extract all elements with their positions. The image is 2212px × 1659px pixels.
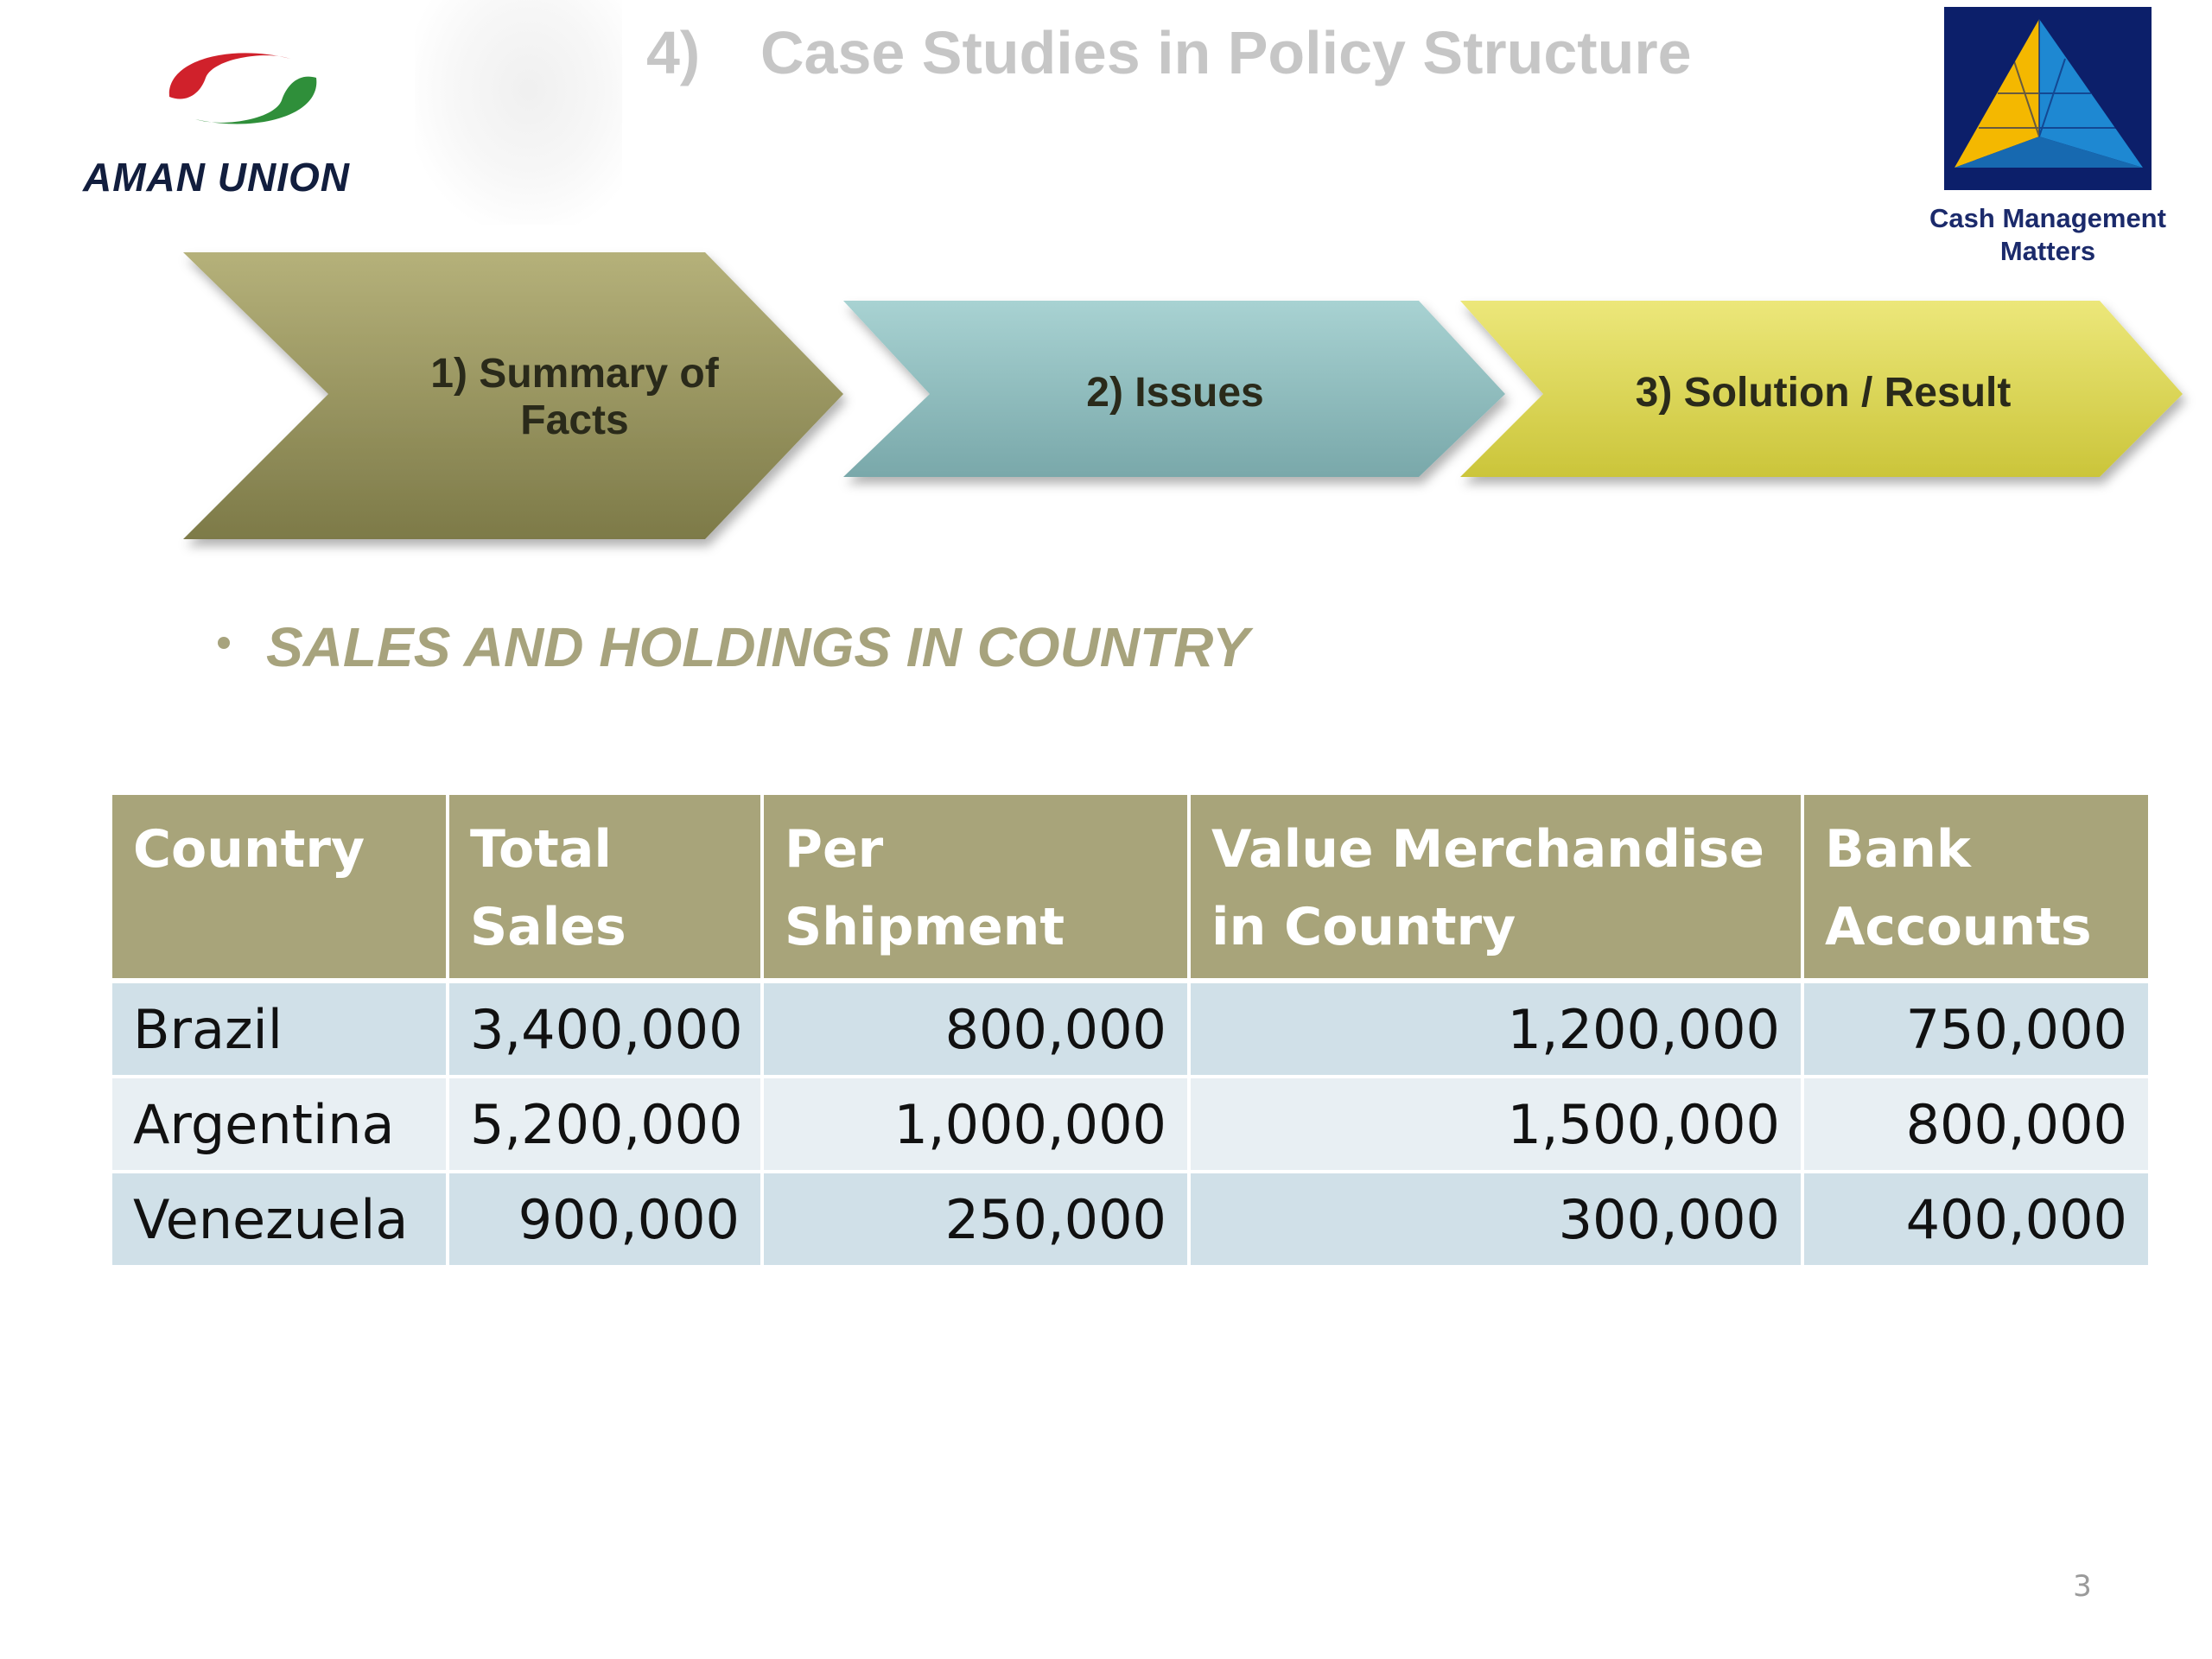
cell-total-sales: 5,200,000	[448, 1077, 762, 1172]
step-1-label-line1: 1) Summary of	[430, 351, 719, 397]
table-row	[112, 981, 2148, 1077]
cell-per-shipment: 800,000	[762, 981, 1189, 1077]
cell-value-merchandise: 1,500,000	[1189, 1077, 1802, 1172]
column-header-country: Country	[112, 795, 448, 981]
sales-holdings-table	[112, 795, 2148, 1268]
header-decorative-pattern	[415, 0, 622, 225]
slide-title-number: 4)	[646, 19, 701, 86]
bullet-dot-icon	[218, 637, 230, 649]
cell-bank-accounts: 750,000	[1802, 981, 2148, 1077]
column-header-bank-accounts: Bank Accounts	[1802, 795, 2148, 981]
column-header-total-sales: Total Sales	[448, 795, 762, 981]
step-3-label: 3) Solution / Result	[1635, 370, 2012, 416]
aman-union-logo	[83, 43, 403, 207]
cell-value-merchandise: 1,200,000	[1189, 981, 1802, 1077]
column-header-value-merchandise: Value Merchandise in Country	[1189, 795, 1802, 981]
cell-total-sales: 900,000	[448, 1172, 762, 1267]
section-bullet	[218, 615, 1249, 684]
step-1-label	[372, 346, 778, 449]
cell-country: Brazil	[112, 981, 448, 1077]
cell-per-shipment: 250,000	[762, 1172, 1189, 1267]
table-row	[112, 1077, 2148, 1172]
logo-caption-line2: Matters	[1999, 236, 2096, 266]
cell-country: Argentina	[112, 1077, 448, 1172]
slide-title-text: Case Studies in Policy Structure	[760, 19, 1692, 86]
slide-title	[646, 14, 1942, 92]
cell-bank-accounts: 800,000	[1802, 1077, 2148, 1172]
pyramid-icon	[1944, 7, 2152, 190]
column-header-per-shipment: Per Shipment	[762, 795, 1189, 981]
cell-country: Venezuela	[112, 1172, 448, 1267]
process-flow	[0, 242, 2212, 570]
cell-per-shipment: 1,000,000	[762, 1077, 1189, 1172]
table-header-row	[112, 795, 2148, 981]
step-1-label-line2: Facts	[520, 397, 629, 443]
page-number: 3	[2073, 1569, 2092, 1604]
cell-bank-accounts: 400,000	[1802, 1172, 2148, 1267]
aman-union-swirl-icon	[161, 43, 325, 138]
step-2-label: 2) Issues	[1086, 370, 1264, 416]
table-row	[112, 1172, 2148, 1267]
cell-value-merchandise: 300,000	[1189, 1172, 1802, 1267]
cash-management-matters-logo	[1918, 7, 2177, 275]
aman-union-wordmark: AMAN UNION	[83, 155, 350, 200]
cell-total-sales: 3,400,000	[448, 981, 762, 1077]
logo-caption-line1: Cash Management	[1929, 203, 2166, 233]
section-heading: SALES AND HOLDINGS IN COUNTRY	[266, 616, 1249, 678]
